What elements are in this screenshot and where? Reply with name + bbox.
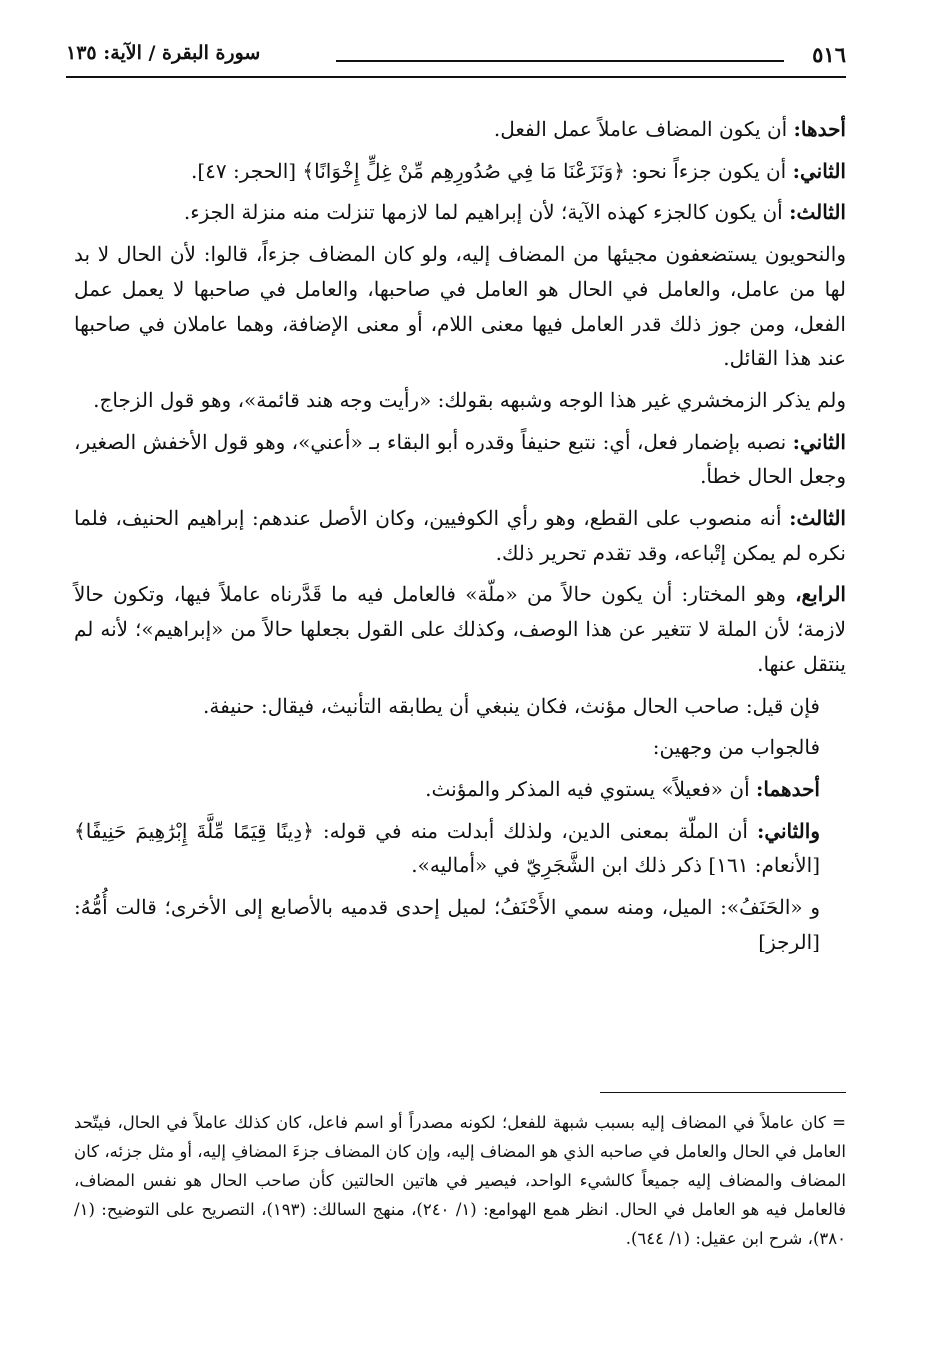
paragraph (74, 425, 846, 494)
paragraph (74, 577, 846, 681)
footnote-separator (600, 1092, 846, 1093)
paragraph (74, 890, 846, 959)
paragraph-text: ولم يذكر الزمخشري غير هذا الوجه وشبهه بقولك: «رأيت وجه هند قائمة»، وهو قول الزجاج. (93, 387, 846, 412)
paragraph-lead: الثاني: (792, 158, 846, 183)
main-text (74, 112, 846, 966)
paragraph-lead: الثالث: (789, 506, 846, 531)
paragraph (74, 383, 846, 418)
paragraph (74, 237, 846, 376)
paragraph-text: نصبه بإضمار فعل، أي: نتبع حنيفاً وقدره أبو البقاء بـ «أعني»، وهو قول الأخفش الصغير، وجعل الحال خطأ. (74, 429, 846, 489)
paragraph-text: أن «فعيلاً» يستوي فيه المذكر والمؤنث. (425, 776, 756, 801)
footnote (74, 1108, 846, 1253)
paragraph (74, 195, 846, 230)
paragraph (74, 814, 846, 883)
paragraph-text: فإن قيل: صاحب الحال مؤنث، فكان ينبغي أن يطابقه التأنيث، فيقال: حنيفة. (203, 693, 820, 718)
paragraph-lead: الثالث: (789, 200, 846, 225)
running-title: سورة البقرة / الآية: ١٣٥ (66, 42, 261, 64)
paragraph-lead: أحدها: (793, 117, 846, 141)
paragraph-text: وهو المختار: أن يكون حالاً من «ملّة» فالعامل فيه ما قَدَّرناه عاملاً فيها، وتكون حالاً لازمة؛ لأن الملة لا تتغير عن هذا الوصف، وكذلك على القول بجعلها حالاً من «إبراهيم»؛ لأنه لم ينتقل عنها. (74, 582, 846, 676)
paragraph-text: أن يكون كالجزء كهذه الآية؛ لأن إبراهيم لما لازمها تنزلت منه منزلة الجزء. (183, 200, 790, 225)
paragraph-lead: الرابع، (795, 582, 846, 607)
paragraph (74, 154, 846, 189)
paragraph (74, 501, 846, 570)
paragraph-lead: الثاني: (792, 429, 846, 454)
paragraph-lead: أحدهما: (755, 776, 820, 801)
page-number: ٥١٦ (812, 42, 846, 67)
paragraph (74, 689, 846, 724)
paragraph-text: أن يكون المضاف عاملاً عمل الفعل. (493, 117, 794, 141)
paragraph (74, 772, 846, 807)
header-underline (66, 76, 846, 78)
paragraph-text: و «الحَنَفُ»: الميل، ومنه سمي الأَحْنَفُ؛ لميل إحدى قدميه بالأصابع إلى الأخرى؛ قالت أُمُّهُ: [الرجز] (74, 895, 820, 954)
paragraph-text: أن يكون جزءاً نحو: ﴿وَنَزَعْنَا مَا فِي صُدُورِهِم مِّنْ غِلٍّ إِخْوَانًا﴾ [الحجر: ٤٧]. (191, 158, 793, 183)
footnote-text: = كان عاملاً في المضاف إليه بسبب شبهة للفعل؛ لكونه مصدراً أو اسم فاعل، كان كذلك عاملاً في الحال، فيتّحد العامل في الحال والعامل في صاحبه الذي هو المضاف إليه، وإن كان المضاف جزءَ المضافِ إليه، أو مثل جزئه، كان المضاف والمضاف إليه جميعاً كالشيء الواحد، فيصير في هاتين الحالتين كأن صاحب الحال هو نفس المضاف، فالعامل فيه هو العامل في الحال. انظر همع الهوامع: (١/ ٢٤٠)، منهج السالك: (١٩٣)، التصريح على التوضيح: (١/ ٣٨٠)، شرح ابن عقيل: (١/ ٦٤٤). (74, 1113, 846, 1248)
paragraph (74, 730, 846, 765)
paragraph-text: فالجواب من وجهين: (652, 735, 820, 760)
page-header (66, 36, 846, 76)
paragraph-text: والنحويون يستضعفون مجيئها من المضاف إليه، ولو كان المضاف جزءاً، قالوا: لأن الحال لا بد لها من عامل، والعامل في الحال هو العامل في صاحبها، والعامل في صاحبها لا يعمل عمل الفعل، ومن جوز ذلك قدر العامل فيها معنى اللام، أو معنى الإضافة، وهما عاملان في صاحبها عند هذا القائل. (74, 242, 846, 371)
paragraph-text: أنه منصوب على القطع، وهو رأي الكوفيين، وكان الأصل عندهم: إبراهيم الحنيف، فلما نكره لم يمكن إتْباعه، وقد تقدم تحرير ذلك. (74, 506, 846, 565)
paragraph-lead: والثاني: (756, 818, 820, 843)
paragraph (74, 112, 846, 147)
paragraph-text: أن الملّة بمعنى الدين، ولذلك أبدلت منه في قوله: ﴿دِينًا قِيَمًا مِّلَّةَ إِبْرَٰهِيمَ حَنِيفًا﴾ [الأنعام: ١٦١] ذكر ذلك ابن الشَّجَرِيّ في «أماليه». (74, 818, 820, 878)
header-rule (336, 60, 784, 62)
